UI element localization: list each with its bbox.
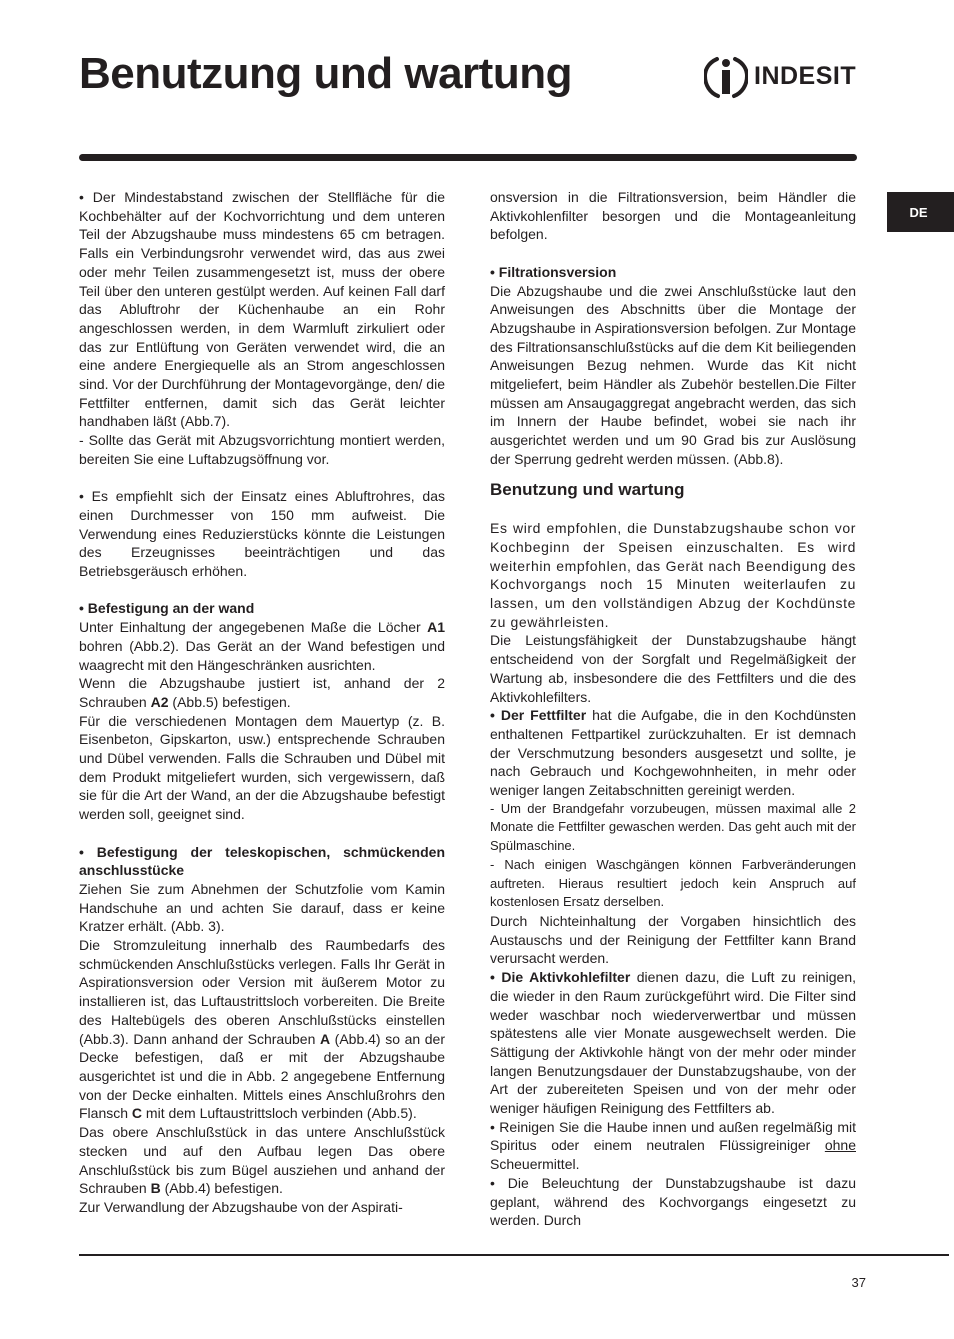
bottom-divider	[79, 1254, 949, 1256]
page-title: Benutzung und wartung	[79, 49, 572, 98]
paragraph: • Der Mindestabstand zwischen der Stellfläche für die Kochbehälter auf der Kochvorrichtung und dem unteren Teil der Abzugshaube muss mindestens 65 cm betragen. Falls ein Verbindungsrohr verwendet wird, das aus zwei oder mehr Teilen zusammengesetzt ist, muss der obere Teil über den unteren gestülpt werden. Auf keinen Fall darf das Abluftrohr der Küchenhaube an ein Rohr angeschlossen werden, in dem Warmluft zirkuliert oder das zur Entlüftung von Geräten verwendet wird, die an eine andere Energiequelle als an Strom angeschlossen sind. Vor der Durchführung der Montagevorgänge, den/ die Fettfilter entfernen, damit sich das Gerät leichter handhaben läßt (Abb.7).	[79, 189, 445, 430]
left-column	[79, 188, 445, 1217]
paragraph: • Die Aktivkohlefilter dienen dazu, die Luft zu reinigen, die wieder in den Raum zurückgeführt wird. Die Filter sind weder waschbar noch wiederverwertbar und müssen spätestens alle vier Monate ausgewechselt werden. Die Sättigung der Aktivkohle hängt von der mehr oder minder langen Benutzungsdauer der Dunstabzugshaube, von der Art der zubereiteten Speisen und von der mehr oder weniger häufigen Reinigung des Fettfilters ab.	[490, 969, 856, 1117]
paragraph: • Es empfiehlt sich der Einsatz eines Abluftrohres, das einen Durchmesser von 150 mm aufweist. Die Verwendung eines Reduzierstücks könnte die Leistungen des Erzeugnisses beeinträchtigen und das Betriebsgeräusch erhöhen.	[79, 488, 445, 580]
paragraph: Durch Nichteinhaltung der Vorgaben hinsichtlich des Austauschs und der Reinigung der Fettfilter kann Brand verursacht werden.	[490, 912, 856, 967]
paragraph: Die Abzugshaube und die zwei Anschlußstücke laut den Anweisungen des Abschnitts über die Montage der Abzugshaube in Aspirationsversion befolgen. Zur Montage des Filtrationsanschlußstücks auf die dem Kit beiliegenden Anweisungen Bezug nehmen. Wurde das Kit nicht mitgeliefert, beim Händler als Zubehör bestellen.Die Filter müssen am Ansaugaggregat angebracht werden, das sich im Innern der Haube befindet, wobei sie nach ihr ausgerichtet werden und um 90 Grad bis zur Auslösung der Sperrung gedreht werden müssen. (Abb.8).	[490, 282, 856, 467]
note: - Nach einigen Waschgängen können Farbveränderungen auftreten. Hieraus resultiert jedoch kein Anspruch auf kostenlosen Ersatz derselben.	[490, 856, 856, 910]
paragraph: Zur Verwandlung der Abzugshaube von der Aspirati-	[79, 1198, 403, 1215]
paragraph: Es wird empfohlen, die Dunstabzugshaube schon vor Kochbeginn der Speisen einzuschalten. Es wird weiterhin empfohlen, das Gerät nach Beendigung des Kochvorgangs noch 15 Minuten weiterlaufen zu lassen, um den vollständigen Abzug der Kochdünste zu gewährleisten.	[490, 520, 856, 630]
paragraph: • Die Beleuchtung der Dunstabzugshaube ist dazu geplant, während des Kochvorgangs eingesetzt zu werden. Durch	[490, 1174, 856, 1229]
brand-name: INDESIT	[754, 62, 857, 90]
logo-emblem-icon	[704, 53, 748, 99]
page-number: 37	[851, 1275, 866, 1290]
paragraph: • Der Fettfilter hat die Aufgabe, die in den Kochdünsten enthaltenen Fettpartikel zurückzuhalten. Er ist demnach der Verschmutzung besonders ausgesetzt und sollte, je nach Gebrauch und Kochgewohnheiten, in mehr oder weniger langen Zeitabschnitten gereinigt werden.	[490, 707, 856, 799]
paragraph: Wenn die Abzugshaube justiert ist, anhand der 2 Schrauben A2 (Abb.5) befestigen.	[79, 675, 445, 710]
indesit-logo	[704, 53, 866, 99]
section-heading: • Filtrationsversion	[490, 263, 617, 280]
section-heading: • Befestigung an der wand	[79, 600, 255, 617]
section-title: Benutzung und wartung	[490, 479, 685, 499]
section-heading: • Befestigung der teleskopischen, schmückenden anschlusstücke	[79, 843, 445, 879]
paragraph: Ziehen Sie zum Abnehmen der Schutzfolie vom Kamin Handschuhe an und achten Sie darauf, dass er keine Kratzer erhält. (Abb. 3).	[79, 880, 445, 935]
note: - Um der Brandgefahr vorzubeugen, müssen maximal alle 2 Monate die Fettfilter gewaschen werden. Das geht auch mit der Spülmaschine.	[490, 800, 856, 854]
paragraph: Unter Einhaltung der angegebenen Maße die Löcher A1 bohren (Abb.2). Das Gerät an der Wand befestigen und waagrecht mit den Hängeschränken ausrichten.	[79, 619, 445, 673]
paragraph: Das obere Anschlußstück in das untere Anschlußstück stecken und auf den Aufbau legen Das obere Anschlußstück bis zum Bügel ausziehen und anhand der Schrauben B (Abb.4) befestigen.	[79, 1124, 445, 1197]
paragraph: - Sollte das Gerät mit Abzugsvorrichtung montiert werden, bereiten Sie eine Luftabzugsöffnung vor.	[79, 432, 445, 467]
right-column	[490, 188, 856, 1230]
paragraph: onsversion in die Filtrationsversion, beim Händler die Aktivkohlenfilter besorgen und die Montageanleitung befolgen.	[490, 189, 856, 243]
paragraph: Für die verschiedenen Montagen dem Mauertyp (z. B. Eisenbeton, Gipskarton, usw.) entsprechende Schrauben und Dübel verwenden. Falls die Schrauben und Dübel mit dem Produkt mitgeliefert wurden, sich vergewissern, daß sie für die Art der Wand, an der die Abzugshaube befestigt werden soll, geeignet sind.	[79, 712, 445, 823]
top-divider	[79, 154, 857, 161]
paragraph: • Reinigen Sie die Haube innen und außen regelmäßig mit Spiritus oder einem neutralen Flüssigreiniger ohne Scheuermittel.	[490, 1118, 856, 1173]
language-tab: DE	[887, 192, 954, 232]
paragraph: Die Leistungsfähigkeit der Dunstabzugshaube hängt entscheidend von der Sorgfalt und Regelmäßigkeit der Wartung ab, insbesondere die des Fettfilters und die des Aktivkohlefilters.	[490, 632, 856, 705]
paragraph: Die Stromzuleitung innerhalb des Raumbedarfs des schmückenden Anschlußstücks verlegen. Falls Ihr Gerät in Aspirationsversion oder Version mit äußerem Motor zu installieren ist, das Luftaustrittsloch vorbereiten. Die Breite des Haltebügels des oberen Anschlußstücks einstellen (Abb.3). Dann anhand der Schrauben A (Abb.4) so an der Decke befestigen, daß er mit der Abzugshaube ausgerichtet ist und die in Abb. 2 angegebene Entfernung von der Decke einhalten. Mittels eines Anschlußrohrs den Flansch C mit dem Luftaustrittsloch verbinden (Abb.5).	[79, 937, 445, 1122]
